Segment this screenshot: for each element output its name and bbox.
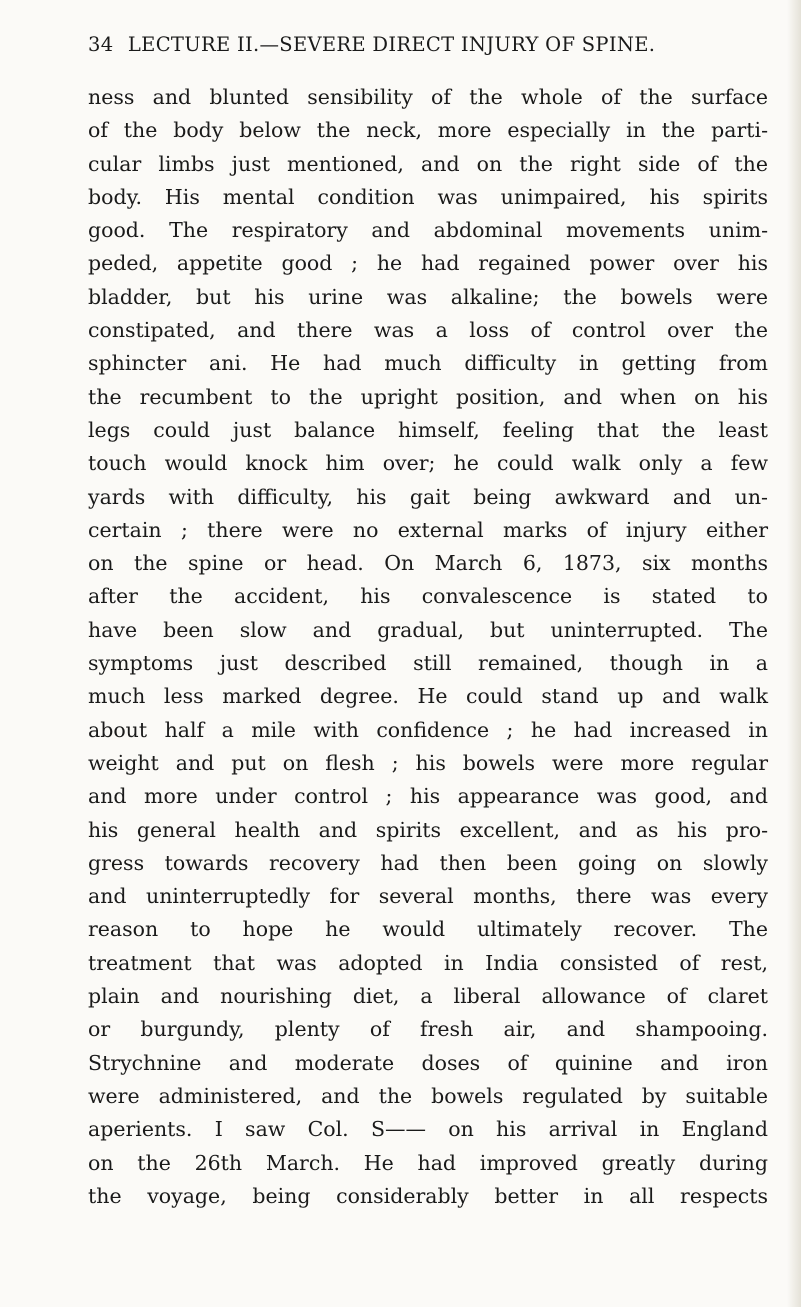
text-line: have been slow and gradual, but uninterrupted. The xyxy=(88,617,768,642)
text-line: yards with difficulty, his gait being awkward and un- xyxy=(88,484,768,509)
text-line: reason to hope he would ultimately recover. The xyxy=(88,917,768,942)
text-line: or burgundy, plenty of fresh air, and shampooing. xyxy=(88,1017,768,1042)
text-line: on the spine or head. On March 6, 1873, six months xyxy=(88,551,768,576)
text-line: symptoms just described still remained, though in a xyxy=(88,651,768,676)
running-head xyxy=(88,30,718,60)
text-line: his general health and spirits excellent, and as his pro- xyxy=(88,817,768,842)
text-line: weight and put on flesh ; his bowels were more regular xyxy=(88,750,768,775)
text-line: aperients. I saw Col. S—— on his arrival in England xyxy=(88,1117,768,1142)
text-line: Strychnine and moderate doses of quinine and iron xyxy=(88,1050,768,1075)
text-line: legs could just balance himself, feeling that the least xyxy=(88,417,768,442)
text-line: touch would knock him over; he could walk only a few xyxy=(88,451,768,476)
text-line: peded, appetite good ; he had regained power over his xyxy=(88,251,768,276)
text-line: and more under control ; his appearance was good, and xyxy=(88,784,768,809)
text-line: about half a mile with confidence ; he had increased in xyxy=(88,717,768,742)
body-text xyxy=(88,81,768,1213)
text-line: of the body below the neck, more especially in the parti- xyxy=(88,118,768,143)
text-line: treatment that was adopted in India consisted of rest, xyxy=(88,950,768,975)
text-line: after the accident, his convalescence is stated to xyxy=(88,584,768,609)
text-line: sphincter ani. He had much difficulty in getting from xyxy=(88,351,768,376)
page-number: 34 xyxy=(88,33,114,56)
text-line: constipated, and there was a loss of control over the xyxy=(88,318,768,343)
text-line: the recumbent to the upright position, and when on his xyxy=(88,384,768,409)
text-line: cular limbs just mentioned, and on the right side of the xyxy=(88,151,768,176)
text-line: the voyage, being considerably better in all respects xyxy=(88,1183,768,1208)
text-line: plain and nourishing diet, a liberal allowance of claret xyxy=(88,984,768,1009)
running-title: LECTURE II.—SEVERE DIRECT INJURY OF SPINE. xyxy=(127,33,656,56)
text-line: certain ; there were no external marks of injury either xyxy=(88,517,768,542)
text-line: ness and blunted sensibility of the whole of the surface xyxy=(88,85,768,109)
text-line: body. His mental condition was unimpaired, his spirits xyxy=(88,184,768,209)
text-line: gress towards recovery had then been going on slowly xyxy=(88,850,768,875)
text-line: much less marked degree. He could stand up and walk xyxy=(88,684,768,709)
page-edge-shadow xyxy=(787,0,801,1307)
text-line: good. The respiratory and abdominal movements unim- xyxy=(88,218,768,243)
text-line: were administered, and the bowels regulated by suitable xyxy=(88,1083,768,1108)
text-line: bladder, but his urine was alkaline; the bowels were xyxy=(88,284,768,309)
text-line: and uninterruptedly for several months, there was every xyxy=(88,884,768,909)
text-line: on the 26th March. He had improved greatly during xyxy=(88,1150,768,1175)
